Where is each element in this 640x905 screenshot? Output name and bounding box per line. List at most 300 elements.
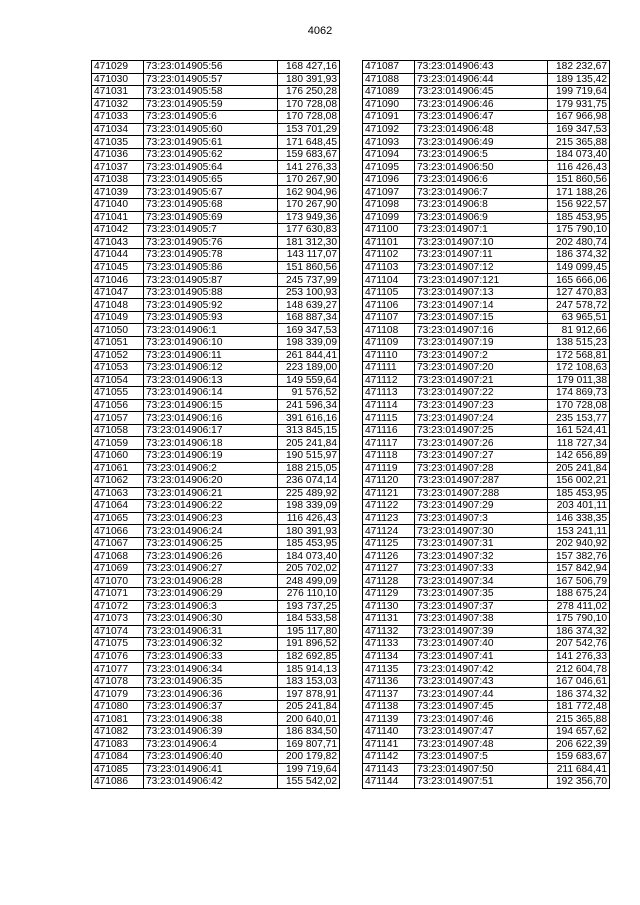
cadastral-number-cell: 73:23:014906:43 [415,61,548,74]
table-row [92,136,340,149]
value-cell: 172 108,63 [548,362,610,375]
cadastral-number-cell: 73:23:014906:40 [144,751,278,764]
record-number-cell: 471072 [92,600,144,613]
cadastral-number-cell: 73:23:014907:30 [415,525,548,538]
cadastral-number-cell: 73:23:014907:5 [415,751,548,764]
record-number-cell: 471097 [363,186,415,199]
value-cell: 179 931,75 [548,98,610,111]
table-row [92,362,340,375]
table-row [363,111,610,124]
value-cell: 207 542,76 [548,638,610,651]
record-number-cell: 471129 [363,587,415,600]
cadastral-number-cell: 73:23:014907:46 [415,713,548,726]
cadastral-number-cell: 73:23:014907:50 [415,763,548,776]
value-cell: 180 391,93 [278,73,340,86]
cadastral-number-cell: 73:23:014907:33 [415,562,548,575]
table-row [92,173,340,186]
table-row [363,211,610,224]
cadastral-number-cell: 73:23:014905:78 [144,249,278,262]
table-row [363,500,610,513]
cadastral-number-cell: 73:23:014906:6 [415,173,548,186]
value-cell: 182 692,85 [278,650,340,663]
value-cell: 223 189,00 [278,362,340,375]
value-cell: 170 728,08 [278,98,340,111]
table-row [363,424,610,437]
table-row [92,249,340,262]
cadastral-number-cell: 73:23:014906:34 [144,663,278,676]
cadastral-number-cell: 73:23:014905:93 [144,311,278,324]
record-number-cell: 471102 [363,249,415,262]
record-number-cell: 471052 [92,349,144,362]
cadastral-number-cell: 73:23:014907:48 [415,738,548,751]
table-row [92,725,340,738]
record-number-cell: 471071 [92,587,144,600]
record-number-cell: 471063 [92,487,144,500]
cadastral-number-cell: 73:23:014907:43 [415,675,548,688]
value-cell: 148 639,27 [278,299,340,312]
table-row [92,600,340,613]
record-number-cell: 471058 [92,424,144,437]
table-row [92,550,340,563]
table-row [363,738,610,751]
table-row [92,500,340,513]
record-number-cell: 471043 [92,236,144,249]
value-cell: 159 683,67 [278,148,340,161]
record-number-cell: 471136 [363,675,415,688]
record-number-cell: 471120 [363,475,415,488]
value-cell: 202 480,74 [548,236,610,249]
value-cell: 157 842,94 [548,562,610,575]
value-cell: 173 949,36 [278,211,340,224]
cadastral-number-cell: 73:23:014907:37 [415,600,548,613]
record-number-cell: 471116 [363,424,415,437]
cadastral-number-cell: 73:23:014907:19 [415,337,548,350]
record-number-cell: 471032 [92,98,144,111]
cadastral-number-cell: 73:23:014905:58 [144,86,278,99]
value-cell: 141 276,33 [278,161,340,174]
table-row [363,587,610,600]
table-row [92,299,340,312]
cadastral-number-cell: 73:23:014907:1 [415,224,548,237]
cadastral-number-cell: 73:23:014907:31 [415,537,548,550]
record-number-cell: 471037 [92,161,144,174]
value-cell: 253 100,93 [278,286,340,299]
cadastral-number-cell: 73:23:014907:28 [415,462,548,475]
cadastral-number-cell: 73:23:014907:12 [415,261,548,274]
cadastral-number-cell: 73:23:014907:32 [415,550,548,563]
value-cell: 186 374,32 [548,688,610,701]
cadastral-number-cell: 73:23:014906:48 [415,123,548,136]
table-row [363,173,610,186]
table-row [92,148,340,161]
cadastral-number-cell: 73:23:014906:15 [144,399,278,412]
value-cell: 235 153,77 [548,412,610,425]
value-cell: 205 241,84 [548,462,610,475]
cadastral-number-cell: 73:23:014907:24 [415,412,548,425]
cadastral-number-cell: 73:23:014907:51 [415,776,548,789]
record-number-cell: 471078 [92,675,144,688]
cadastral-number-cell: 73:23:014906:30 [144,613,278,626]
value-cell: 177 630,83 [278,224,340,237]
value-cell: 171 648,45 [278,136,340,149]
table-row [363,562,610,575]
cadastral-number-cell: 73:23:014906:38 [144,713,278,726]
cadastral-number-cell: 73:23:014907:3 [415,512,548,525]
value-cell: 185 453,95 [548,487,610,500]
value-cell: 276 110,10 [278,587,340,600]
record-number-cell: 471113 [363,387,415,400]
record-number-cell: 471135 [363,663,415,676]
record-number-cell: 471065 [92,512,144,525]
cadastral-number-cell: 73:23:014906:50 [415,161,548,174]
value-cell: 138 515,23 [548,337,610,350]
value-cell: 183 153,03 [278,675,340,688]
value-cell: 186 374,32 [548,625,610,638]
value-cell: 189 135,42 [548,73,610,86]
record-number-cell: 471044 [92,249,144,262]
table-row [92,562,340,575]
record-number-cell: 471106 [363,299,415,312]
table-row [92,663,340,676]
cadastral-number-cell: 73:23:014906:13 [144,374,278,387]
record-number-cell: 471074 [92,625,144,638]
record-number-cell: 471088 [363,73,415,86]
cadastral-number-cell: 73:23:014905:76 [144,236,278,249]
table-row [363,663,610,676]
table-row [363,98,610,111]
cadastral-number-cell: 73:23:014907:13 [415,286,548,299]
table-row [92,625,340,638]
table-row [92,61,340,74]
cadastral-number-cell: 73:23:014906:10 [144,337,278,350]
table-row [363,399,610,412]
value-cell: 215 365,88 [548,136,610,149]
record-number-cell: 471030 [92,73,144,86]
record-number-cell: 471077 [92,663,144,676]
value-cell: 153 241,11 [548,525,610,538]
cadastral-number-cell: 73:23:014907:121 [415,274,548,287]
value-cell: 118 727,34 [548,437,610,450]
record-number-cell: 471034 [92,123,144,136]
record-number-cell: 471141 [363,738,415,751]
record-number-cell: 471047 [92,286,144,299]
value-cell: 198 339,09 [278,337,340,350]
table-row [92,700,340,713]
cadastral-number-cell: 73:23:014907:29 [415,500,548,513]
record-number-cell: 471122 [363,500,415,513]
value-cell: 185 914,13 [278,663,340,676]
record-number-cell: 471132 [363,625,415,638]
cadastral-number-cell: 73:23:014905:60 [144,123,278,136]
value-cell: 155 542,02 [278,776,340,789]
value-cell: 194 657,62 [548,725,610,738]
value-cell: 165 666,06 [548,274,610,287]
record-number-cell: 471082 [92,725,144,738]
value-cell: 157 382,76 [548,550,610,563]
cadastral-number-cell: 73:23:014905:68 [144,199,278,212]
record-number-cell: 471038 [92,173,144,186]
value-cell: 170 728,08 [548,399,610,412]
table-row [92,487,340,500]
value-cell: 261 844,41 [278,349,340,362]
value-cell: 236 074,14 [278,475,340,488]
table-row [92,613,340,626]
record-number-cell: 471049 [92,311,144,324]
table-row [363,437,610,450]
record-number-cell: 471114 [363,399,415,412]
table-row [363,600,610,613]
value-cell: 197 878,91 [278,688,340,701]
record-number-cell: 471061 [92,462,144,475]
table-row [363,625,610,638]
table-row [363,86,610,99]
table-row [363,713,610,726]
cadastral-number-cell: 73:23:014907:2 [415,349,548,362]
record-number-cell: 471089 [363,86,415,99]
record-number-cell: 471033 [92,111,144,124]
record-number-cell: 471100 [363,224,415,237]
record-number-cell: 471104 [363,274,415,287]
table-row [92,475,340,488]
record-number-cell: 471046 [92,274,144,287]
value-cell: 191 896,52 [278,638,340,651]
value-cell: 167 506,79 [548,575,610,588]
value-cell: 81 912,66 [548,324,610,337]
table-row [363,249,610,262]
cadastral-number-cell: 73:23:014907:26 [415,437,548,450]
record-number-cell: 471087 [363,61,415,74]
table-row [92,86,340,99]
value-cell: 202 940,92 [548,537,610,550]
value-cell: 151 860,56 [548,173,610,186]
table-row [92,199,340,212]
cadastral-number-cell: 73:23:014905:86 [144,261,278,274]
cadastral-number-cell: 73:23:014906:46 [415,98,548,111]
value-cell: 192 356,70 [548,776,610,789]
value-cell: 161 524,41 [548,424,610,437]
record-number-cell: 471080 [92,700,144,713]
record-number-cell: 471125 [363,537,415,550]
record-number-cell: 471062 [92,475,144,488]
record-number-cell: 471064 [92,500,144,513]
table-row [363,638,610,651]
value-cell: 190 515,97 [278,449,340,462]
cadastral-number-cell: 73:23:014906:29 [144,587,278,600]
record-number-cell: 471111 [363,362,415,375]
value-cell: 170 267,90 [278,199,340,212]
table-row [363,462,610,475]
value-cell: 212 604,78 [548,663,610,676]
value-cell: 185 453,95 [548,211,610,224]
cadastral-number-cell: 73:23:014906:5 [415,148,548,161]
value-cell: 199 719,64 [548,86,610,99]
record-number-cell: 471090 [363,98,415,111]
record-number-cell: 471086 [92,776,144,789]
record-number-cell: 471053 [92,362,144,375]
table-row [92,186,340,199]
table-row [92,462,340,475]
cadastral-number-cell: 73:23:014906:2 [144,462,278,475]
value-cell: 180 391,93 [278,525,340,538]
record-number-cell: 471029 [92,61,144,74]
record-number-cell: 471099 [363,211,415,224]
table-row [363,161,610,174]
cadastral-number-cell: 73:23:014906:41 [144,763,278,776]
cadastral-number-cell: 73:23:014906:42 [144,776,278,789]
value-cell: 278 411,02 [548,600,610,613]
cadastral-number-cell: 73:23:014906:18 [144,437,278,450]
table-row [363,261,610,274]
cadastral-number-cell: 73:23:014907:34 [415,575,548,588]
value-cell: 200 179,82 [278,751,340,764]
record-number-cell: 471140 [363,725,415,738]
record-number-cell: 471048 [92,299,144,312]
record-number-cell: 471059 [92,437,144,450]
value-cell: 391 616,16 [278,412,340,425]
value-cell: 186 834,50 [278,725,340,738]
value-cell: 168 427,16 [278,61,340,74]
record-number-cell: 471069 [92,562,144,575]
cadastral-number-cell: 73:23:014906:20 [144,475,278,488]
table-row [363,763,610,776]
cadastral-number-cell: 73:23:014906:33 [144,650,278,663]
cadastral-number-cell: 73:23:014905:92 [144,299,278,312]
value-cell: 149 559,64 [278,374,340,387]
cadastral-number-cell: 73:23:014906:25 [144,537,278,550]
value-cell: 172 568,81 [548,349,610,362]
record-number-cell: 471036 [92,148,144,161]
record-number-cell: 471121 [363,487,415,500]
record-number-cell: 471143 [363,763,415,776]
value-cell: 146 338,35 [548,512,610,525]
value-cell: 248 499,09 [278,575,340,588]
record-number-cell: 471055 [92,387,144,400]
table-row [92,763,340,776]
value-cell: 142 656,89 [548,449,610,462]
record-number-cell: 471054 [92,374,144,387]
value-cell: 169 807,71 [278,738,340,751]
cadastral-number-cell: 73:23:014906:19 [144,449,278,462]
table-row [363,688,610,701]
table-row [363,374,610,387]
table-row [92,387,340,400]
value-cell: 169 347,53 [278,324,340,337]
table-row [363,675,610,688]
cadastral-number-cell: 73:23:014905:61 [144,136,278,149]
record-number-cell: 471079 [92,688,144,701]
table-row [92,675,340,688]
cadastral-number-cell: 73:23:014906:11 [144,349,278,362]
table-row [363,349,610,362]
table-row [363,299,610,312]
cadastral-number-cell: 73:23:014906:4 [144,738,278,751]
table-row [92,776,340,789]
table-row [363,475,610,488]
record-number-cell: 471126 [363,550,415,563]
table-row [92,525,340,538]
cadastral-number-cell: 73:23:014907:45 [415,700,548,713]
cadastral-number-cell: 73:23:014907:16 [415,324,548,337]
cadastral-number-cell: 73:23:014907:22 [415,387,548,400]
table-row [363,550,610,563]
cadastral-number-cell: 73:23:014906:26 [144,550,278,563]
cadastral-number-cell: 73:23:014906:7 [415,186,548,199]
record-number-cell: 471094 [363,148,415,161]
register-table-right [362,60,610,789]
table-row [92,399,340,412]
table-row [92,274,340,287]
record-number-cell: 471095 [363,161,415,174]
cadastral-number-cell: 73:23:014906:44 [415,73,548,86]
table-row [363,776,610,789]
record-number-cell: 471085 [92,763,144,776]
value-cell: 179 011,38 [548,374,610,387]
cadastral-number-cell: 73:23:014907:287 [415,475,548,488]
table-row [363,148,610,161]
record-number-cell: 471139 [363,713,415,726]
record-number-cell: 471103 [363,261,415,274]
page-number: 4062 [307,25,333,37]
cadastral-number-cell: 73:23:014905:62 [144,148,278,161]
value-cell: 211 684,41 [548,763,610,776]
table-row [363,274,610,287]
value-cell: 203 401,11 [548,500,610,513]
value-cell: 170 728,08 [278,111,340,124]
record-number-cell: 471092 [363,123,415,136]
cadastral-number-cell: 73:23:014907:11 [415,249,548,262]
value-cell: 175 790,10 [548,224,610,237]
table-row [363,387,610,400]
value-cell: 116 426,43 [548,161,610,174]
record-number-cell: 471096 [363,173,415,186]
table-row [92,374,340,387]
record-number-cell: 471118 [363,449,415,462]
cadastral-number-cell: 73:23:014907:38 [415,613,548,626]
cadastral-number-cell: 73:23:014906:21 [144,487,278,500]
cadastral-number-cell: 73:23:014906:49 [415,136,548,149]
record-number-cell: 471075 [92,638,144,651]
value-cell: 205 241,84 [278,437,340,450]
table-row [92,111,340,124]
value-cell: 206 622,39 [548,738,610,751]
table-row [363,224,610,237]
record-number-cell: 471123 [363,512,415,525]
table-row [92,449,340,462]
table-row [92,211,340,224]
table-row [363,136,610,149]
value-cell: 176 250,28 [278,86,340,99]
value-cell: 143 117,07 [278,249,340,262]
record-number-cell: 471067 [92,537,144,550]
table-row [92,98,340,111]
value-cell: 156 922,57 [548,199,610,212]
record-number-cell: 471138 [363,700,415,713]
table-row [92,437,340,450]
table-row [363,650,610,663]
value-cell: 188 675,24 [548,587,610,600]
table-row [92,224,340,237]
cadastral-number-cell: 73:23:014907:10 [415,236,548,249]
cadastral-number-cell: 73:23:014907:47 [415,725,548,738]
cadastral-number-cell: 73:23:014907:21 [415,374,548,387]
table-row [363,324,610,337]
record-number-cell: 471084 [92,751,144,764]
table-row [92,738,340,751]
record-number-cell: 471045 [92,261,144,274]
record-number-cell: 471112 [363,374,415,387]
table-row [363,575,610,588]
value-cell: 200 640,01 [278,713,340,726]
